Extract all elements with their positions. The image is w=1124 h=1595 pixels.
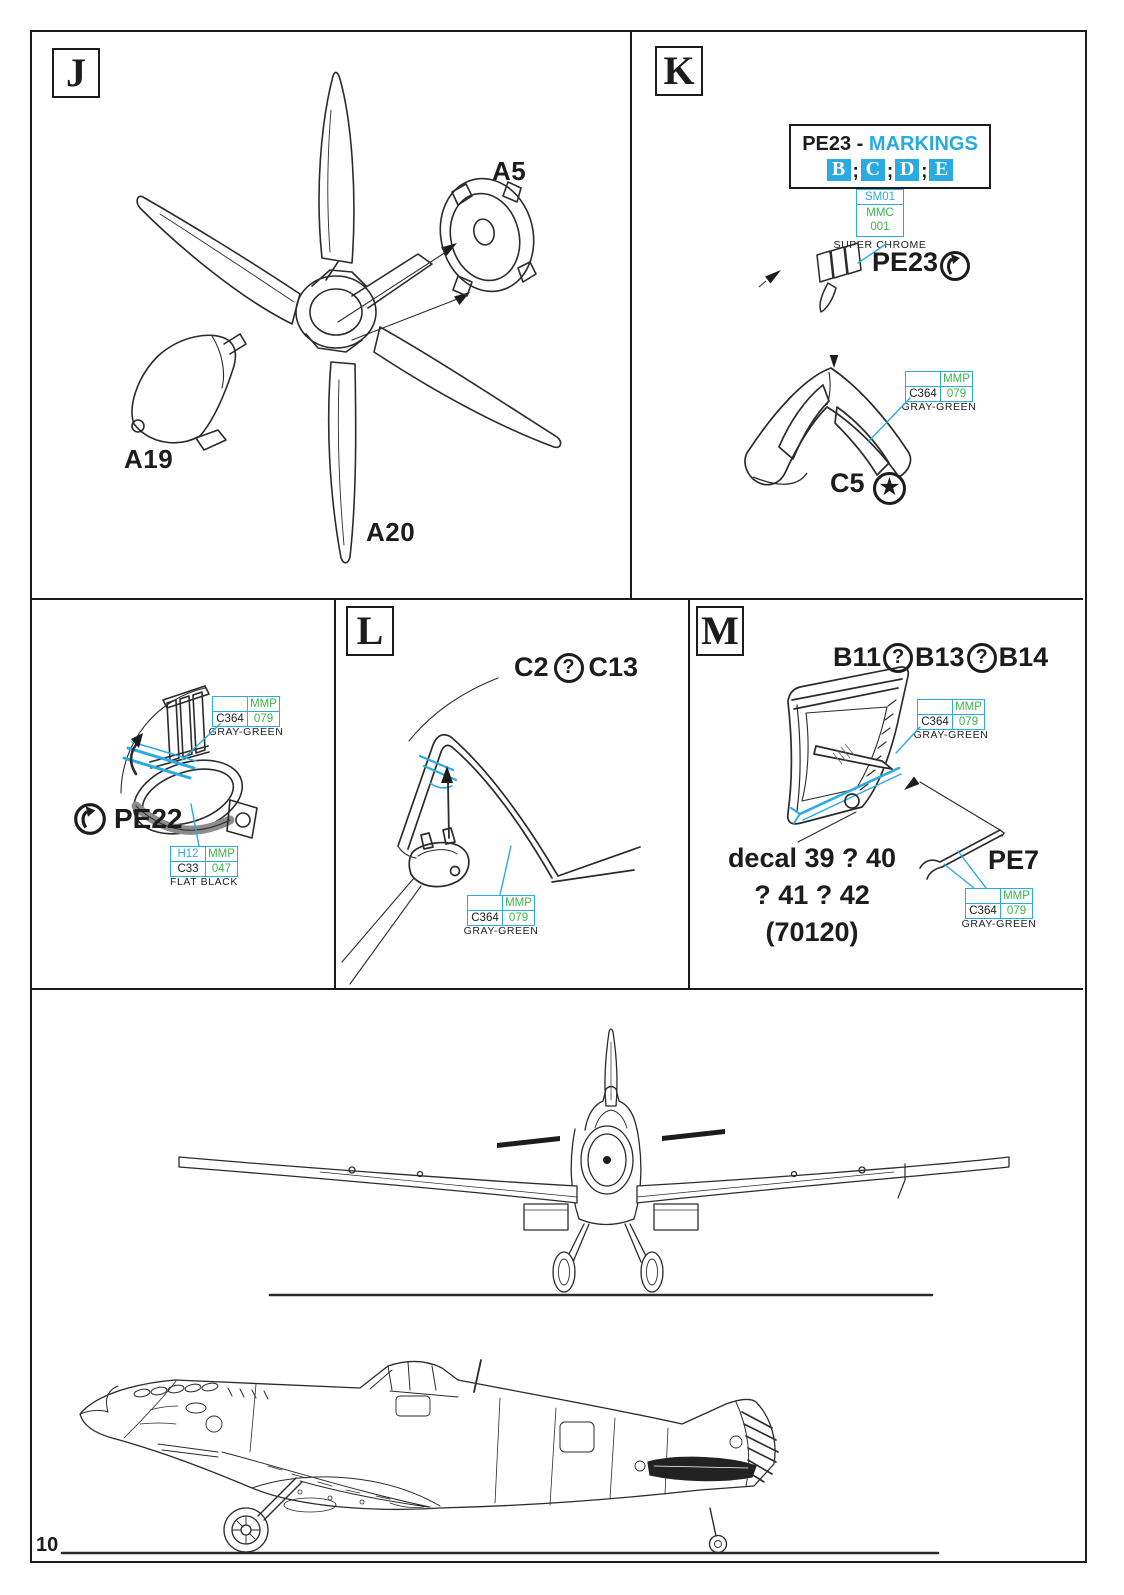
part-label-b14: B14 — [998, 642, 1049, 672]
bend-arrow-icon — [938, 249, 972, 283]
section-divider-belts-l — [334, 600, 336, 988]
paint-box-gray-green-m1: MMP C364 079 — [917, 699, 985, 730]
section-divider-top-mid — [32, 598, 1083, 600]
bend-arrow-icon — [72, 801, 108, 837]
paint-name-gray-green-l: GRAY-GREEN — [463, 925, 539, 937]
paint-name-gray-green-k: GRAY-GREEN — [901, 401, 977, 413]
aircraft-side-view-drawing — [55, 1330, 960, 1575]
marking-option-d: D — [895, 159, 919, 181]
l-parts-row — [514, 652, 638, 683]
page-number: 10 — [36, 1534, 59, 1556]
marking-option-b: B — [827, 159, 851, 181]
marking-option-e: E — [929, 159, 953, 181]
paint-name-gray-green-m2: GRAY-GREEN — [961, 918, 1037, 930]
paint-name-gray-green-belts: GRAY-GREEN — [208, 726, 284, 738]
markings-options-box — [789, 124, 991, 189]
section-divider-jk — [630, 32, 632, 598]
question-icon: ? — [967, 643, 997, 673]
pe7-label: PE7 — [988, 845, 1040, 875]
part-label-a5: A5 — [492, 156, 527, 186]
aircraft-front-view-drawing — [140, 1015, 1020, 1305]
section-divider-mid-bottom — [32, 988, 1083, 990]
paint-name-super-chrome: SUPER CHROME — [833, 239, 927, 251]
part-a19-drawing — [132, 334, 246, 450]
pe23-mirror-part-drawing — [755, 235, 865, 325]
question-icon: ? — [554, 653, 584, 683]
markings-option-blocks: B ; C ; D ; E — [827, 159, 954, 181]
part-label-a19: A19 — [124, 444, 174, 474]
pe23-label: PE23 — [872, 247, 939, 277]
question-icon: ? — [883, 643, 913, 673]
section-j-label: J — [52, 48, 100, 98]
part-a5-drawing — [429, 169, 546, 302]
c5-label: C5 — [830, 468, 865, 498]
paint-box-gray-green-l: MMP C364 079 — [467, 895, 535, 926]
paint-box-gray-green-belts: MMP C364 079 — [212, 696, 280, 727]
part-label-a20: A20 — [366, 517, 416, 547]
paint-box-flat-black: H12 MMP C33 047 — [170, 846, 238, 877]
section-l-label: L — [346, 606, 394, 656]
paint-box-super-chrome: SM01 MMC 001 — [856, 189, 904, 237]
cockpit-door-part-drawing — [762, 665, 957, 840]
decal-note: decal 39 ? 40 ? 41 ? 42 (70120) — [727, 843, 897, 947]
section-divider-l-m — [688, 600, 690, 988]
pe22-label: PE22 — [114, 803, 183, 834]
marking-option-c: C — [861, 159, 885, 181]
part-label-b13: B13 — [915, 642, 965, 672]
section-k-label: K — [655, 46, 703, 96]
windscreen-part-drawing — [390, 715, 660, 900]
paint-name-flat-black: FLAT BLACK — [169, 876, 239, 888]
section-m-label: M — [696, 606, 744, 656]
star-icon: ★ — [873, 472, 906, 505]
part-label-c2: C2 — [514, 652, 549, 682]
part-label-c13: C13 — [588, 652, 639, 682]
markings-header: PE23 - MARKINGS — [802, 132, 978, 155]
part-label-b11: B11 — [833, 642, 882, 672]
propeller-assembly-drawing — [55, 60, 615, 590]
paint-name-gray-green-m1: GRAY-GREEN — [913, 729, 989, 741]
paint-box-gray-green-k: MMP C364 079 — [905, 371, 973, 402]
paint-box-gray-green-m2: MMP C364 079 — [965, 888, 1033, 919]
